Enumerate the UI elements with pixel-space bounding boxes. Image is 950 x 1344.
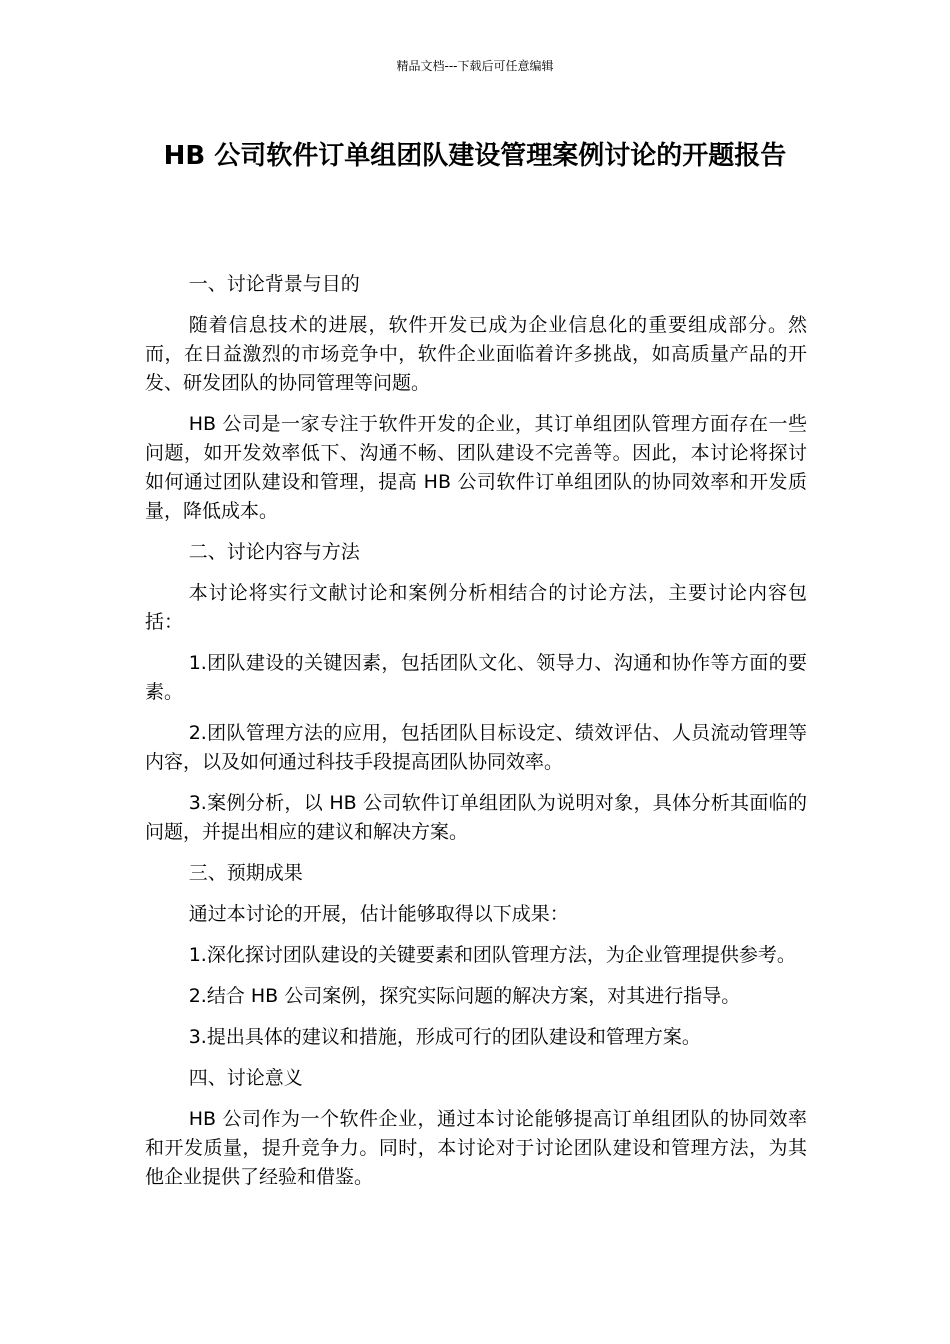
- section-heading: 四、讨论意义: [188, 1067, 303, 1089]
- section-heading: 二、讨论内容与方法: [188, 541, 360, 563]
- list-item: 1.团队建设的关键因素，包括团队文化、领导力、沟通和协作等方面的要素。: [145, 652, 807, 703]
- list-item: 2.结合 HB 公司案例，探究实际问题的解决方案，对其进行指导。: [188, 985, 741, 1007]
- paragraph: 随着信息技术的进展，软件开发已成为企业信息化的重要组成部分。然而，在日益激烈的市场竞争中，软件企业面临着许多挑战，如高质量产品的开发、研发团队的协同管理等问题。: [145, 314, 807, 394]
- section-expected-results: [145, 859, 807, 1052]
- list-item: 1.深化探讨团队建设的关键要素和团队管理方法，为企业管理提供参考。: [188, 944, 796, 966]
- paragraph: 通过本讨论的开展，估计能够取得以下成果：: [188, 903, 569, 925]
- list-item: 3.案例分析，以 HB 公司软件订单组团队为说明对象，具体分析其面临的问题，并提出相应的建议和解决方案。: [145, 792, 807, 843]
- list-item: 2.团队管理方法的应用，包括团队目标设定、绩效评估、人员流动管理等内容，以及如何通过科技手段提高团队协同效率。: [145, 722, 807, 773]
- document-body: [145, 270, 807, 1204]
- section-heading: 一、讨论背景与目的: [188, 273, 360, 295]
- paragraph: HB 公司作为一个软件企业，通过本讨论能够提高订单组团队的协同效率和开发质量，提升竞争力。同时，本讨论对于讨论团队建设和管理方法，为其他企业提供了经验和借鉴。: [145, 1108, 807, 1188]
- paragraph: 本讨论将实行文献讨论和案例分析相结合的讨论方法，主要讨论内容包括：: [145, 582, 807, 633]
- page-header: 精品文档---下载后可任意编辑: [396, 59, 554, 73]
- section-background: [145, 270, 807, 526]
- paragraph: HB 公司是一家专注于软件开发的企业，其订单组团队管理方面存在一些问题，如开发效率低下、沟通不畅、团队建设不完善等。因此，本讨论将探讨如何通过团队建设和管理，提高 HB 公司软件订单组团队的协同效率和开发质量，降低成本。: [145, 413, 807, 522]
- list-item: 3.提出具体的建议和措施，形成可行的团队建设和管理方案。: [188, 1026, 701, 1048]
- section-content-method: [145, 538, 807, 847]
- section-heading: 三、预期成果: [188, 862, 303, 884]
- section-significance: [145, 1064, 807, 1192]
- document-title: HB 公司软件订单组团队建设管理案例讨论的开题报告: [163, 141, 787, 171]
